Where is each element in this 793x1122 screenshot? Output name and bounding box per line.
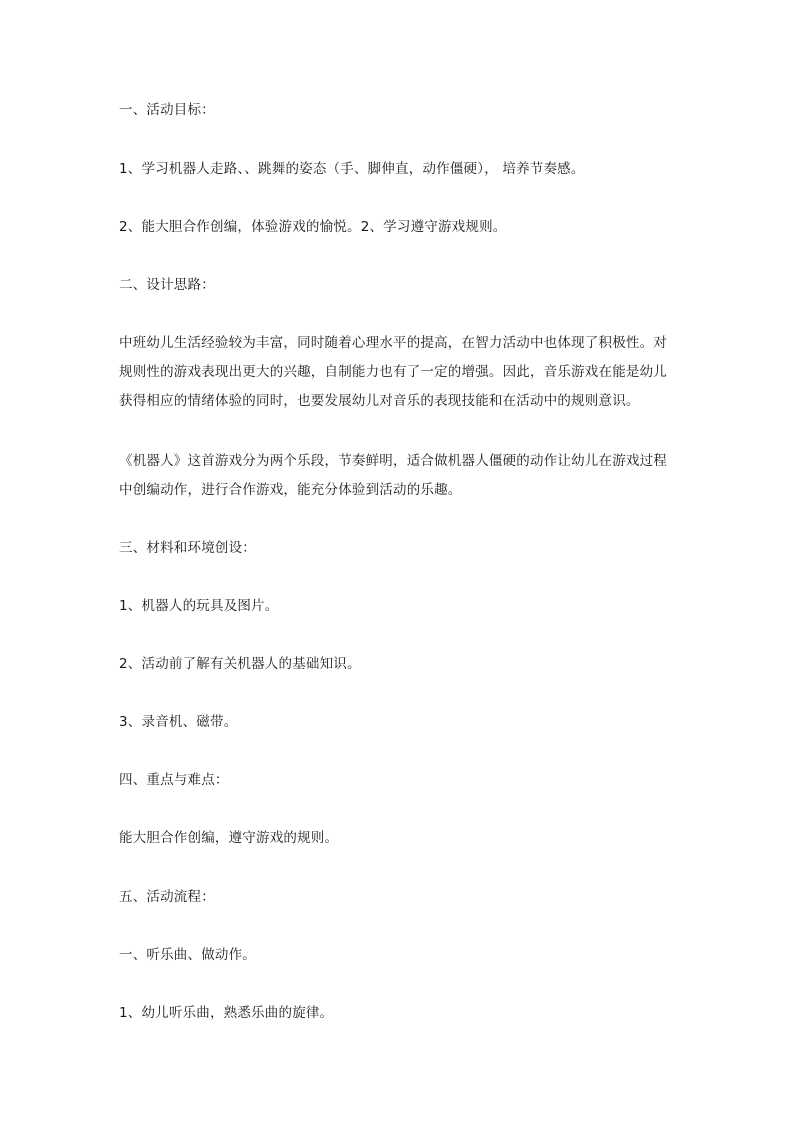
design-paragraph-2-line-1: 《机器人》这首游戏分为两个乐段，节奏鲜明，适合做机器人僵硬的动作让幼儿在游戏过程 <box>119 453 667 469</box>
material-item-1: 1、机器人的玩具及图片。 <box>119 598 279 614</box>
design-paragraph-2-line-2: 中创编动作，进行合作游戏，能充分体验到活动的乐趣。 <box>119 482 462 498</box>
process-step-1: 一、听乐曲、做动作。 <box>119 947 256 963</box>
section-heading-key-points: 四、重点与难点： <box>119 772 229 788</box>
design-paragraph-1-line-3: 获得相应的情绪体验的同时，也要发展幼儿对音乐的表现技能和在活动中的规则意识。 <box>119 393 640 409</box>
process-step-1-item-1: 1、幼儿听乐曲，熟悉乐曲的旋律。 <box>119 1005 334 1021</box>
material-item-3: 3、录音机、磁带。 <box>119 714 238 730</box>
section-heading-goals: 一、活动目标： <box>119 102 215 118</box>
key-points-text: 能大胆合作创编，遵守游戏的规则。 <box>119 830 339 846</box>
section-heading-process: 五、活动流程： <box>119 889 215 905</box>
section-heading-materials: 三、材料和环境创设： <box>119 540 256 556</box>
section-heading-design: 二、设计思路： <box>119 277 215 293</box>
goal-item-1: 1、学习机器人走路、、跳舞的姿态（手、脚伸直，动作僵硬）， 培养节奏感。 <box>119 161 585 177</box>
goal-item-2: 2、能大胆合作创编，体验游戏的愉悦。2、学习遵守游戏规则。 <box>119 219 507 235</box>
material-item-2: 2、活动前了解有关机器人的基础知识。 <box>119 656 361 672</box>
design-paragraph-1-line-2: 规则性的游戏表现出更大的兴趣，自制能力也有了一定的增强。因此，音乐游戏在能是幼儿 <box>119 364 667 380</box>
design-paragraph-1-line-1: 中班幼儿生活经验较为丰富，同时随着心理水平的提高，在智力活动中也体现了积极性。对 <box>119 335 667 351</box>
